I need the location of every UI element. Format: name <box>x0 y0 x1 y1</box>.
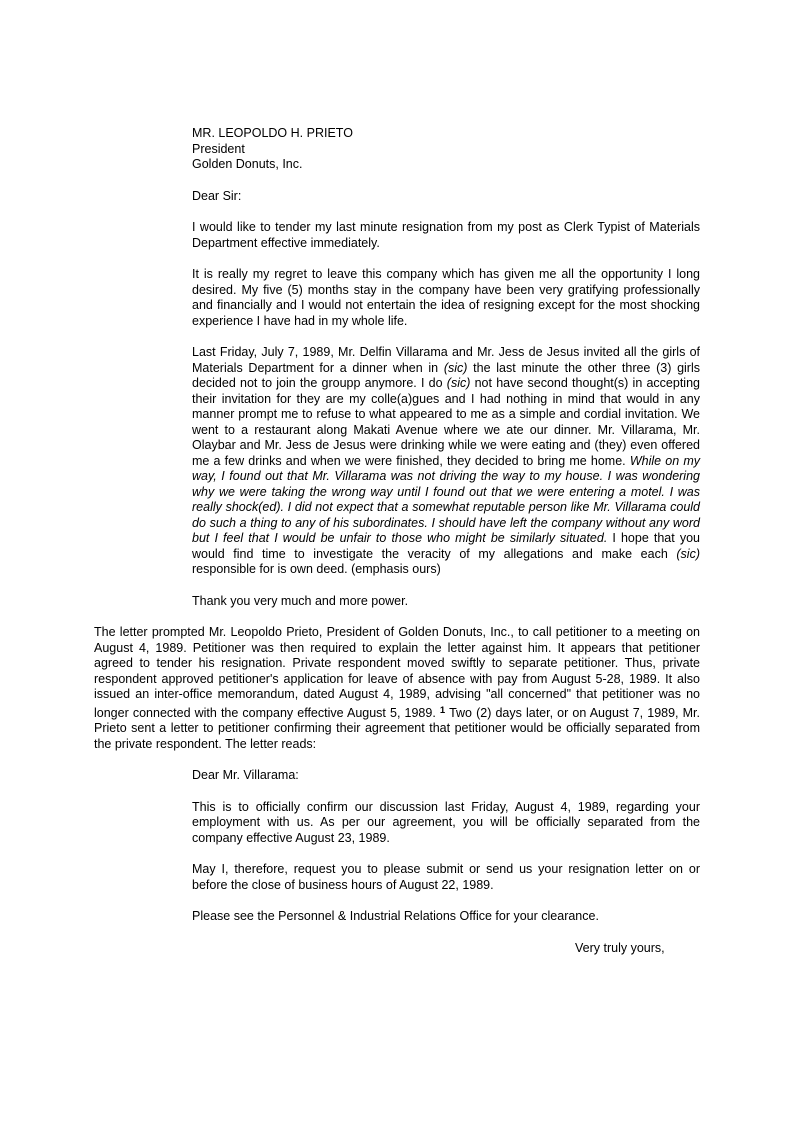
recipient-name: MR. LEOPOLDO H. PRIETO <box>192 126 353 140</box>
recipient-address <box>192 126 700 173</box>
narrative-paragraph: The letter prompted Mr. Leopoldo Prieto, President of Golden Donuts, Inc., to call petitioner to a meeting on August 4, 1989. Petitioner was then required to explain the letter against him. It appears that petitioner agreed to tender his resignation. Private respondent moved swiftly to separate petitioner. Thus, private respondent approved petitioner's application for leave of absence with pay from August 5-28, 1989. It also issued an inter-office memorandum, dated August 4, 1989, advising "all concerned" that petitioner was no longer connected with the company effective August 5, 1989. $^1$ Two (2) days later, or on August 7, 1989, Mr. Prieto sent a letter to petitioner confirming their agreement that petitioner would be officially separated from the private respondent. The letter reads: <box>94 625 700 751</box>
salutation: Dear Mr. Villarama: <box>192 768 299 782</box>
confirmation-letter-block <box>192 768 700 956</box>
confirmation-paragraph-3: Please see the Personnel & Industrial Relations Office for your clearance. <box>192 909 599 923</box>
resignation-letter-block <box>192 126 700 609</box>
salutation: Dear Sir: <box>192 188 242 203</box>
confirmation-paragraph-1: This is to officially confirm our discussion last Friday, August 4, 1989, regarding your employment with us. As per our agreement, you will be officially separated from the company effective August 23, 1989. <box>192 799 700 845</box>
recipient-company: Golden Donuts, Inc. <box>192 157 303 171</box>
resignation-paragraph-2: It is really my regret to leave this company which has given me all the opportunity I long desired. My five (5) months stay in the company have been very gratifying professionally and financially and I would not entertain the idea of resigning except for the most shocking experience I have had in my whole life. <box>192 267 700 328</box>
valediction: Very truly yours, <box>575 940 665 955</box>
resignation-paragraph-1: I would like to tender my last minute resignation from my post as Clerk Typist of Materials Department effective immediately. <box>192 220 700 250</box>
confirmation-paragraph-2: May I, therefore, request you to please submit or send us your resignation letter on or before the close of business hours of August 22, 1989. <box>192 862 700 892</box>
recipient-title: President <box>192 141 245 156</box>
resignation-closing: Thank you very much and more power. <box>192 593 409 608</box>
resignation-paragraph-3: Last Friday, July 7, 1989, Mr. Delfin Villarama and Mr. Jess de Jesus invited all the girls of Materials Department for a dinner when in (sic) the last minute the other three (3) girls decided not to join the groupp anymore. I do (sic) not have second thought(s) in accepting their invitation for they are my colle(a)gues and I had nothing in mind that would in any manner prompt me to refuse to what appeared to me as a simple and cordial invitation. We went to a restaurant along Makati Avenue where we ate our dinner. Mr. Villarama, Mr. Olaybar and Mr. Jess de Jesus were drinking while we were eating and (they) even offered me a few drinks and when we were finished, they decided to bring me home. While on my way, I found out that Mr. Villarama was not driving the way to my house. I was wondering why we were taking the wrong way until I found out that we were entering a motel. I was really shock(ed). I did not expect that a somewhat reputable person like Mr. Villarama could do such a thing to any of his subordinates. I should have left the company without any word but I feel that I would be unfair to those who might be similarly situated. I hope that you would find time to investigate the veracity of my allegations and make each (sic) responsible for is own deed. (emphasis ours) <box>192 345 700 576</box>
